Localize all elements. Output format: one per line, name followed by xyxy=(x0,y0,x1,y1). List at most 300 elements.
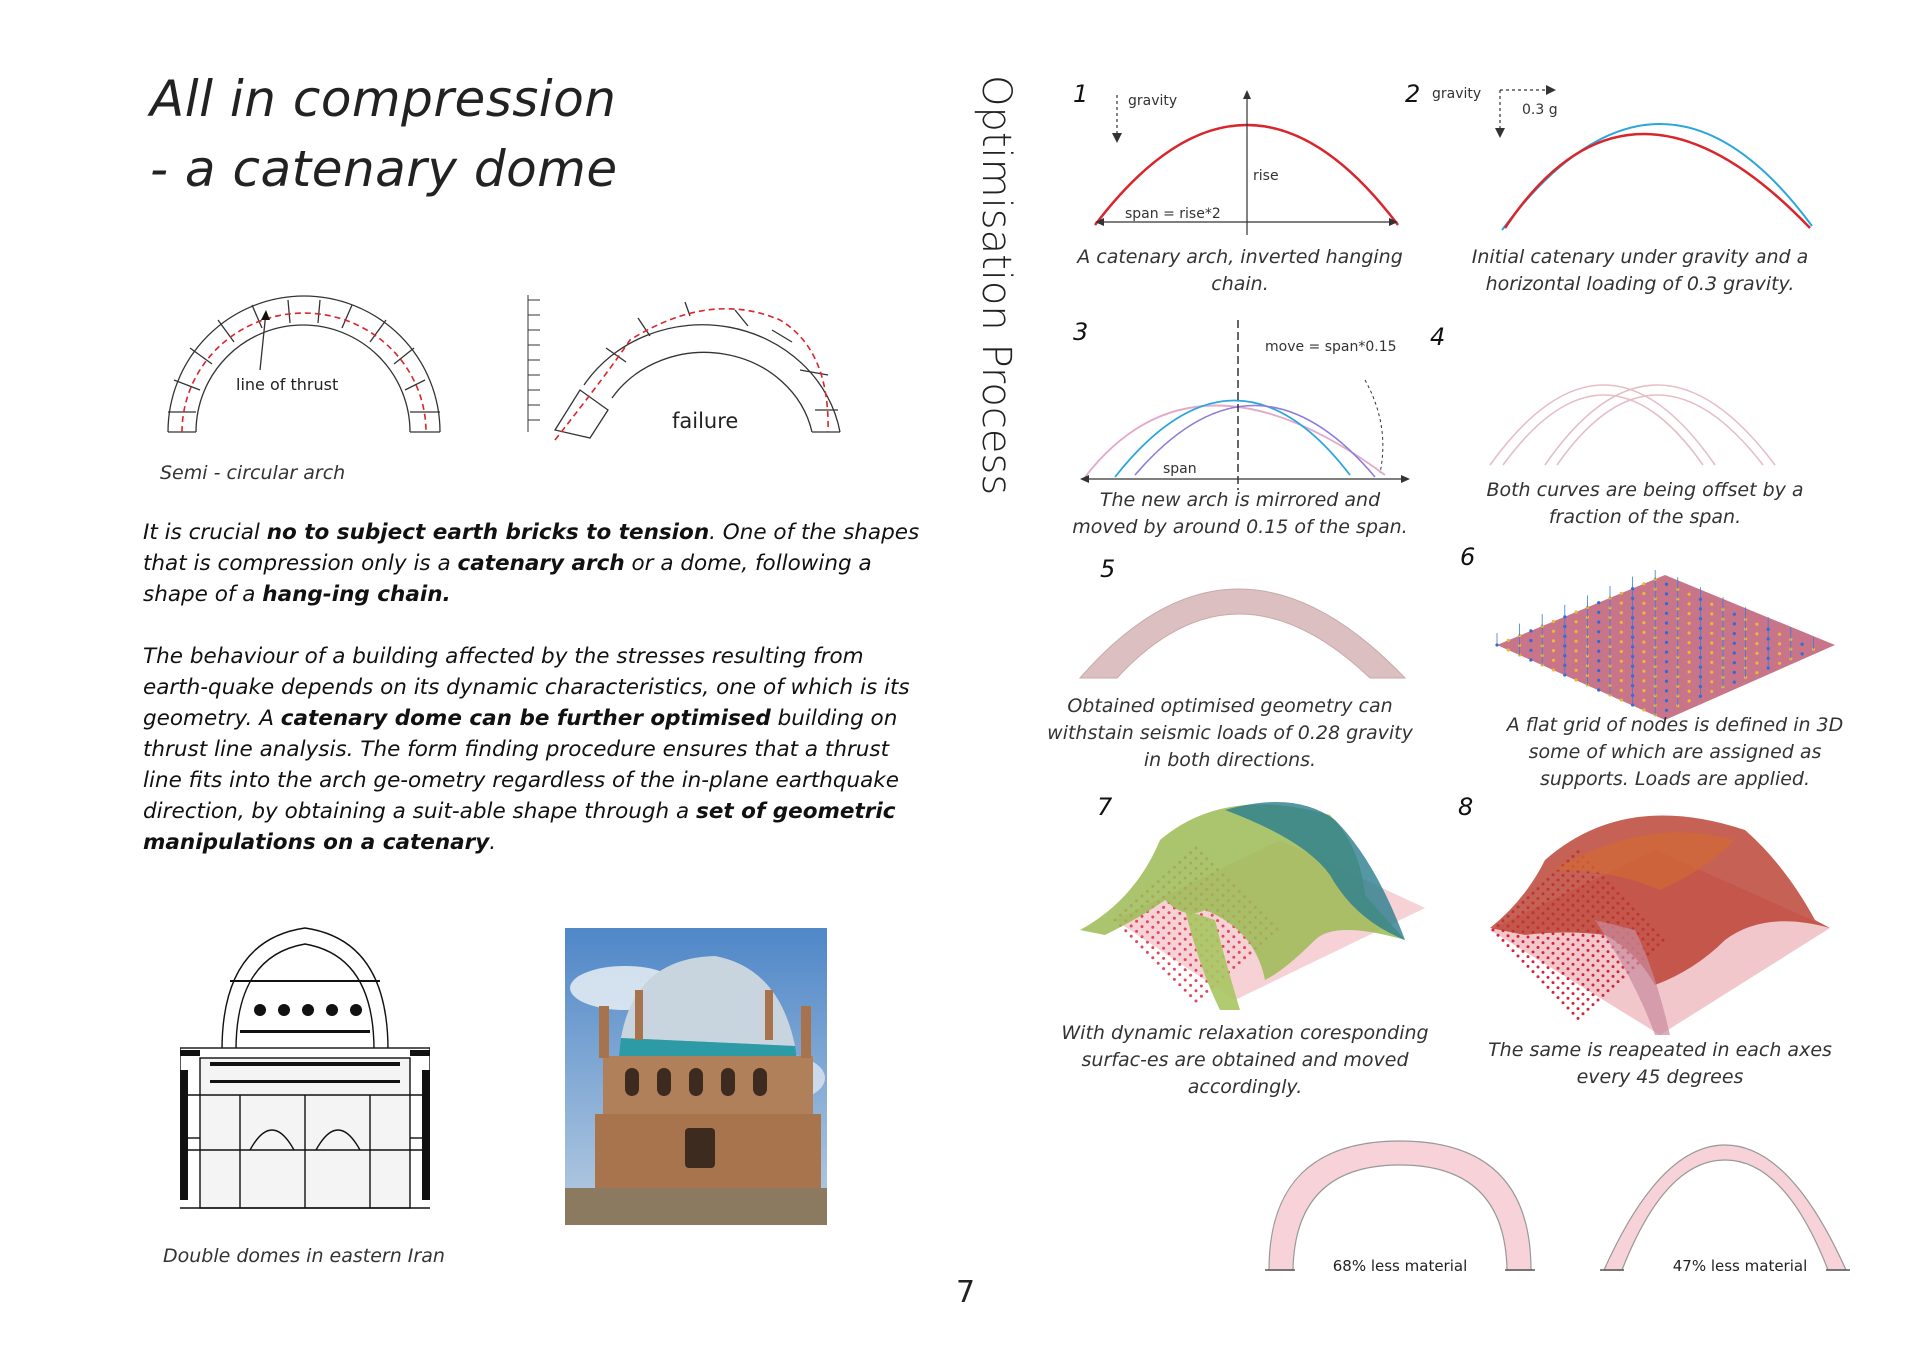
grid-node xyxy=(1665,670,1668,673)
mesh-node xyxy=(1617,980,1620,983)
mesh-node xyxy=(1562,952,1565,955)
grid-node xyxy=(1665,699,1668,702)
mesh-node xyxy=(1522,950,1525,953)
mesh-node xyxy=(1184,979,1187,982)
grid-node xyxy=(1755,661,1758,664)
grid-node xyxy=(1665,583,1668,586)
mesh-node xyxy=(1607,980,1610,983)
mesh-node xyxy=(1527,965,1530,968)
domes-caption: Double domes in eastern Iran xyxy=(163,1245,445,1267)
mesh-node xyxy=(1532,960,1535,963)
mesh-node xyxy=(1168,973,1171,976)
grid-node xyxy=(1552,668,1555,671)
mesh-node xyxy=(1597,979,1600,982)
mesh-node xyxy=(1522,940,1525,943)
mesh-node xyxy=(1577,948,1580,951)
mesh-node xyxy=(1141,946,1144,949)
mesh-node xyxy=(1572,1012,1575,1015)
mesh-node xyxy=(1222,935,1225,938)
behaviour-paragraph: The behaviour of a building affected by the stresses resulting from earth-quake depends on its dynamic characteristics, one of which is its geometry. A catenary dome can be further optimised building on thrust line analysis. The form finding procedure ensures that a thrust line fits into the arch ge-ometry regardless of the in-plane earthquake direction, by obtaining a suit-able shape through a set of geometric manipulations on a catenary. xyxy=(143,644,910,855)
mesh-node xyxy=(1168,911,1171,914)
grid-node xyxy=(1688,593,1691,596)
mesh-node xyxy=(1184,938,1187,941)
mesh-node xyxy=(1178,963,1181,966)
mesh-node xyxy=(1151,926,1154,929)
vertical-title-text: Optimisation Process xyxy=(973,75,1019,496)
step-5-caption: Obtained optimised geometry can withstain seismic loads of 0.28 gravity in both directions. xyxy=(1047,695,1413,771)
step-1-caption: A catenary arch, inverted hanging chain. xyxy=(1077,246,1403,295)
grid-node xyxy=(1755,623,1758,626)
mesh-node xyxy=(1173,978,1176,981)
mesh-node xyxy=(1577,968,1580,971)
mesh-node xyxy=(1517,935,1520,938)
mesh-node xyxy=(1157,911,1160,914)
mesh-node xyxy=(1243,956,1246,959)
mesh-node xyxy=(1557,986,1560,989)
mesh-node xyxy=(1572,933,1575,936)
grid-node xyxy=(1710,622,1713,625)
grid-node xyxy=(1801,652,1804,655)
mesh-node xyxy=(1542,941,1545,944)
grid-node xyxy=(1507,639,1510,642)
grid-node xyxy=(1778,662,1781,665)
mesh-node xyxy=(1612,965,1615,968)
mesh-node xyxy=(1184,948,1187,951)
mesh-node xyxy=(1141,925,1144,928)
mesh-node xyxy=(1592,993,1595,996)
grid-node xyxy=(1597,640,1600,643)
mesh-node xyxy=(1173,947,1176,950)
mesh-node xyxy=(1189,964,1192,967)
dome-photo xyxy=(565,928,827,1225)
mesh-node xyxy=(1597,999,1600,1002)
mesh-node xyxy=(1200,985,1203,988)
mesh-node xyxy=(1157,931,1160,934)
arch-diagrams xyxy=(160,280,880,450)
grid-node xyxy=(1597,621,1600,624)
mesh-node xyxy=(1189,953,1192,956)
mesh-node xyxy=(1567,948,1570,951)
mesh-node xyxy=(1587,959,1590,962)
grid-node xyxy=(1688,631,1691,634)
mesh-node xyxy=(1527,955,1530,958)
load-label: 0.3 g xyxy=(1522,102,1558,118)
grid-node xyxy=(1620,601,1623,604)
mesh-node xyxy=(1572,943,1575,946)
step-5-diagram xyxy=(1075,560,1410,680)
saving-arch-1 xyxy=(1265,1135,1535,1275)
mesh-node xyxy=(1157,952,1160,955)
mesh-node xyxy=(1597,959,1600,962)
mesh-node xyxy=(1232,966,1235,969)
grid-node xyxy=(1575,640,1578,643)
grid-node xyxy=(1620,611,1623,614)
rise-label: rise xyxy=(1253,168,1279,184)
grid-node xyxy=(1688,651,1691,654)
grid-node xyxy=(1642,611,1645,614)
grid-node xyxy=(1665,641,1668,644)
mesh-node xyxy=(1157,921,1160,924)
mesh-node xyxy=(1162,957,1165,960)
mesh-node xyxy=(1141,935,1144,938)
mesh-node xyxy=(1146,931,1149,934)
grid-node xyxy=(1665,612,1668,615)
grid-node xyxy=(1620,679,1623,682)
grid-node xyxy=(1733,642,1736,645)
grid-node xyxy=(1552,630,1555,633)
grid-node xyxy=(1529,639,1532,642)
mesh-node xyxy=(1547,947,1550,950)
grid-node xyxy=(1665,680,1668,683)
grid-node xyxy=(1755,632,1758,635)
grid-node xyxy=(1597,688,1600,691)
grid-node xyxy=(1642,699,1645,702)
grid-node xyxy=(1710,651,1713,654)
grid-node xyxy=(1597,669,1600,672)
mesh-node xyxy=(1195,989,1198,992)
mesh-node xyxy=(1178,912,1181,915)
mesh-node xyxy=(1577,1007,1580,1010)
mesh-node xyxy=(1602,945,1605,948)
mesh-node xyxy=(1592,984,1595,987)
grid-node xyxy=(1733,651,1736,654)
mesh-node xyxy=(1577,1017,1580,1020)
mesh-node xyxy=(1184,928,1187,931)
mesh-node xyxy=(1497,934,1500,937)
mesh-node xyxy=(1552,991,1555,994)
grid-node xyxy=(1710,603,1713,606)
mesh-node xyxy=(1547,986,1550,989)
mesh-node xyxy=(1582,993,1585,996)
step-1-diagram xyxy=(1090,85,1410,235)
mesh-node xyxy=(1542,951,1545,954)
mesh-node xyxy=(1522,960,1525,963)
thrust-label: line of thrust xyxy=(236,375,339,394)
mesh-node xyxy=(1227,961,1230,964)
grid-node xyxy=(1642,660,1645,663)
saving-label-1: 68% less material xyxy=(1332,1257,1468,1275)
mesh-node xyxy=(1195,959,1198,962)
gravity-label-2: gravity xyxy=(1432,86,1482,102)
mesh-node xyxy=(1168,962,1171,965)
grid-node xyxy=(1597,601,1600,604)
mesh-node xyxy=(1607,960,1610,963)
saving-arch-2 xyxy=(1600,1140,1850,1275)
grid-node xyxy=(1665,651,1668,654)
mesh-node xyxy=(1151,936,1154,939)
intro-paragraph: It is crucial no to subject earth bricks to tension. One of the shapes that is compression only is a catenary arch or a dome, following a shape of a hang-ing chain. xyxy=(143,520,920,607)
arch-caption: Semi - circular arch xyxy=(160,462,346,484)
mesh-node xyxy=(1178,932,1181,935)
mesh-node xyxy=(1168,952,1171,955)
mesh-node xyxy=(1587,949,1590,952)
vertical-title xyxy=(973,75,1035,496)
grid-node xyxy=(1575,669,1578,672)
grid-node xyxy=(1710,690,1713,693)
grid-node xyxy=(1597,659,1600,662)
step-6-number: 6 xyxy=(1460,543,1476,571)
mesh-node xyxy=(1587,1008,1590,1011)
grid-node xyxy=(1575,659,1578,662)
mesh-node xyxy=(1562,972,1565,975)
mesh-node xyxy=(1542,971,1545,974)
mesh-node xyxy=(1622,976,1625,979)
mesh-node xyxy=(1597,940,1600,943)
mesh-node xyxy=(1567,987,1570,990)
step-3-caption: The new arch is mirrored and moved by around 0.15 of the span. xyxy=(1072,489,1408,538)
mesh-node xyxy=(1135,920,1138,923)
mesh-node xyxy=(1557,947,1560,950)
grid-node xyxy=(1665,592,1668,595)
mesh-node xyxy=(1602,974,1605,977)
grid-node xyxy=(1688,612,1691,615)
mesh-node xyxy=(1557,967,1560,970)
grid-node xyxy=(1620,669,1623,672)
step-8-diagram xyxy=(1485,810,1835,1035)
mesh-node xyxy=(1577,997,1580,1000)
mesh-node xyxy=(1562,933,1565,936)
grid-node xyxy=(1665,689,1668,692)
step-1-number: 1 xyxy=(1073,80,1089,108)
step-4-diagram xyxy=(1485,345,1785,470)
mesh-node xyxy=(1162,906,1165,909)
dome-section-drawing xyxy=(180,920,430,1210)
mesh-node xyxy=(1552,952,1555,955)
grid-node xyxy=(1529,658,1532,661)
mesh-node xyxy=(1211,914,1214,917)
grid-node xyxy=(1620,640,1623,643)
mesh-node xyxy=(1184,968,1187,971)
mesh-node xyxy=(1547,966,1550,969)
grid-node xyxy=(1642,582,1645,585)
grid-node xyxy=(1597,679,1600,682)
mesh-node xyxy=(1552,981,1555,984)
mesh-node xyxy=(1587,969,1590,972)
mesh-node xyxy=(1612,985,1615,988)
mesh-node xyxy=(1567,997,1570,1000)
grid-node xyxy=(1642,621,1645,624)
grid-node xyxy=(1688,680,1691,683)
mesh-node xyxy=(1238,961,1241,964)
mesh-node xyxy=(1135,940,1138,943)
mesh-node xyxy=(1607,989,1610,992)
mesh-node xyxy=(1162,937,1165,940)
mesh-node xyxy=(1562,1001,1565,1004)
mesh-node xyxy=(1205,990,1208,993)
mesh-node xyxy=(1577,958,1580,961)
mesh-node xyxy=(1592,954,1595,957)
mesh-node xyxy=(1537,975,1540,978)
mesh-node xyxy=(1249,952,1252,955)
mesh-node xyxy=(1582,1012,1585,1015)
grid-node xyxy=(1642,592,1645,595)
step-6-diagram xyxy=(1495,570,1835,720)
mesh-node xyxy=(1162,947,1165,950)
gravity-label-1: gravity xyxy=(1128,93,1178,109)
mesh-node xyxy=(1243,946,1246,949)
mesh-node xyxy=(1562,943,1565,946)
mesh-node xyxy=(1592,935,1595,938)
mesh-node xyxy=(1512,949,1515,952)
grid-node xyxy=(1642,679,1645,682)
mesh-node xyxy=(1537,966,1540,969)
grid-node xyxy=(1620,631,1623,634)
semi-circular-arch xyxy=(168,296,440,432)
mesh-node xyxy=(1227,950,1230,953)
mesh-node xyxy=(1542,961,1545,964)
grid-node xyxy=(1620,650,1623,653)
step-4-number: 4 xyxy=(1430,323,1446,351)
grid-node xyxy=(1597,650,1600,653)
grid-node xyxy=(1642,689,1645,692)
grid-node xyxy=(1552,639,1555,642)
grid-node xyxy=(1575,620,1578,623)
mesh-node xyxy=(1512,940,1515,943)
mesh-node xyxy=(1557,977,1560,980)
mesh-node xyxy=(1173,968,1176,971)
mesh-node xyxy=(1537,956,1540,959)
grid-node xyxy=(1620,592,1623,595)
grid-node xyxy=(1642,650,1645,653)
mesh-node xyxy=(1602,965,1605,968)
grid-node xyxy=(1688,699,1691,702)
grid-node xyxy=(1529,649,1532,652)
mesh-node xyxy=(1178,953,1181,956)
grid-node xyxy=(1688,641,1691,644)
mesh-node xyxy=(1195,1000,1198,1003)
mesh-node xyxy=(1572,973,1575,976)
page-title xyxy=(150,64,618,204)
grid-node xyxy=(1733,661,1736,664)
mesh-node xyxy=(1216,919,1219,922)
mesh-node xyxy=(1537,936,1540,939)
mesh-node xyxy=(1577,978,1580,981)
mesh-node xyxy=(1557,996,1560,999)
step-3-number: 3 xyxy=(1073,318,1089,346)
grid-node xyxy=(1552,620,1555,623)
grid-node xyxy=(1575,611,1578,614)
mesh-node xyxy=(1173,917,1176,920)
grid-node xyxy=(1642,602,1645,605)
grid-node xyxy=(1507,648,1510,651)
mesh-node xyxy=(1162,916,1165,919)
mesh-node xyxy=(1195,979,1198,982)
mesh-node xyxy=(1572,953,1575,956)
mesh-node xyxy=(1592,1003,1595,1006)
mesh-node xyxy=(1552,962,1555,965)
mesh-node xyxy=(1502,939,1505,942)
grid-node xyxy=(1529,629,1532,632)
mesh-node xyxy=(1582,1003,1585,1006)
mesh-node xyxy=(1602,994,1605,997)
mesh-node xyxy=(1537,946,1540,949)
mesh-node xyxy=(1130,935,1133,938)
mesh-node xyxy=(1582,944,1585,947)
mesh-node xyxy=(1567,977,1570,980)
mesh-node xyxy=(1189,984,1192,987)
span-rise-label: span = rise*2 xyxy=(1125,206,1221,222)
grid-node xyxy=(1620,689,1623,692)
mesh-node xyxy=(1577,939,1580,942)
mesh-node xyxy=(1587,998,1590,1001)
mesh-node xyxy=(1178,973,1181,976)
grid-node xyxy=(1665,621,1668,624)
mesh-node xyxy=(1124,929,1127,932)
mesh-node xyxy=(1532,951,1535,954)
mesh-node xyxy=(1517,945,1520,948)
grid-node xyxy=(1552,649,1555,652)
grid-node xyxy=(1755,642,1758,645)
mesh-node xyxy=(1567,1007,1570,1010)
grid-node xyxy=(1642,670,1645,673)
step-2-diagram xyxy=(1430,80,1820,240)
mesh-node xyxy=(1592,964,1595,967)
grid-node xyxy=(1688,690,1691,693)
step-7-diagram xyxy=(1075,800,1425,1010)
mesh-node xyxy=(1178,943,1181,946)
mesh-node xyxy=(1232,946,1235,949)
grid-node xyxy=(1755,652,1758,655)
grid-node xyxy=(1552,659,1555,662)
mesh-node xyxy=(1572,992,1575,995)
mesh-node xyxy=(1178,922,1181,925)
mesh-node xyxy=(1151,916,1154,919)
mesh-node xyxy=(1507,934,1510,937)
move-label: move = span*0.15 xyxy=(1265,339,1397,355)
grid-node xyxy=(1620,621,1623,624)
mesh-node xyxy=(1582,983,1585,986)
grid-node xyxy=(1801,643,1804,646)
mesh-node xyxy=(1567,958,1570,961)
mesh-node xyxy=(1557,937,1560,940)
mesh-node xyxy=(1130,925,1133,928)
mesh-node xyxy=(1617,970,1620,973)
mesh-node xyxy=(1173,958,1176,961)
mesh-node xyxy=(1577,988,1580,991)
mesh-node xyxy=(1582,954,1585,957)
grid-node xyxy=(1575,678,1578,681)
step-8-caption: The same is reapeated in each axes every 45 degrees xyxy=(1488,1039,1832,1088)
grid-node xyxy=(1620,660,1623,663)
grid-node xyxy=(1597,630,1600,633)
grid-node xyxy=(1778,652,1781,655)
mesh-node xyxy=(1189,943,1192,946)
mesh-node xyxy=(1597,969,1600,972)
saving-label-2: 47% less material xyxy=(1672,1257,1808,1275)
mesh-node xyxy=(1592,974,1595,977)
mesh-node xyxy=(1146,941,1149,944)
mesh-node xyxy=(1200,995,1203,998)
mesh-node xyxy=(1602,984,1605,987)
mesh-node xyxy=(1173,937,1176,940)
grid-node xyxy=(1710,612,1713,615)
step-4-caption: Both curves are being offset by a fraction of the span. xyxy=(1486,479,1804,528)
mesh-node xyxy=(1552,971,1555,974)
mesh-node xyxy=(1189,974,1192,977)
mesh-node xyxy=(1567,938,1570,941)
mesh-node xyxy=(1597,989,1600,992)
grid-node xyxy=(1642,631,1645,634)
mesh-node xyxy=(1222,925,1225,928)
step-7-number: 7 xyxy=(1097,793,1113,821)
mesh-node xyxy=(1542,981,1545,984)
mesh-node xyxy=(1232,956,1235,959)
mesh-node xyxy=(1612,955,1615,958)
grid-node xyxy=(1620,698,1623,701)
grid-node xyxy=(1710,632,1713,635)
mesh-node xyxy=(1547,956,1550,959)
mesh-node xyxy=(1552,942,1555,945)
